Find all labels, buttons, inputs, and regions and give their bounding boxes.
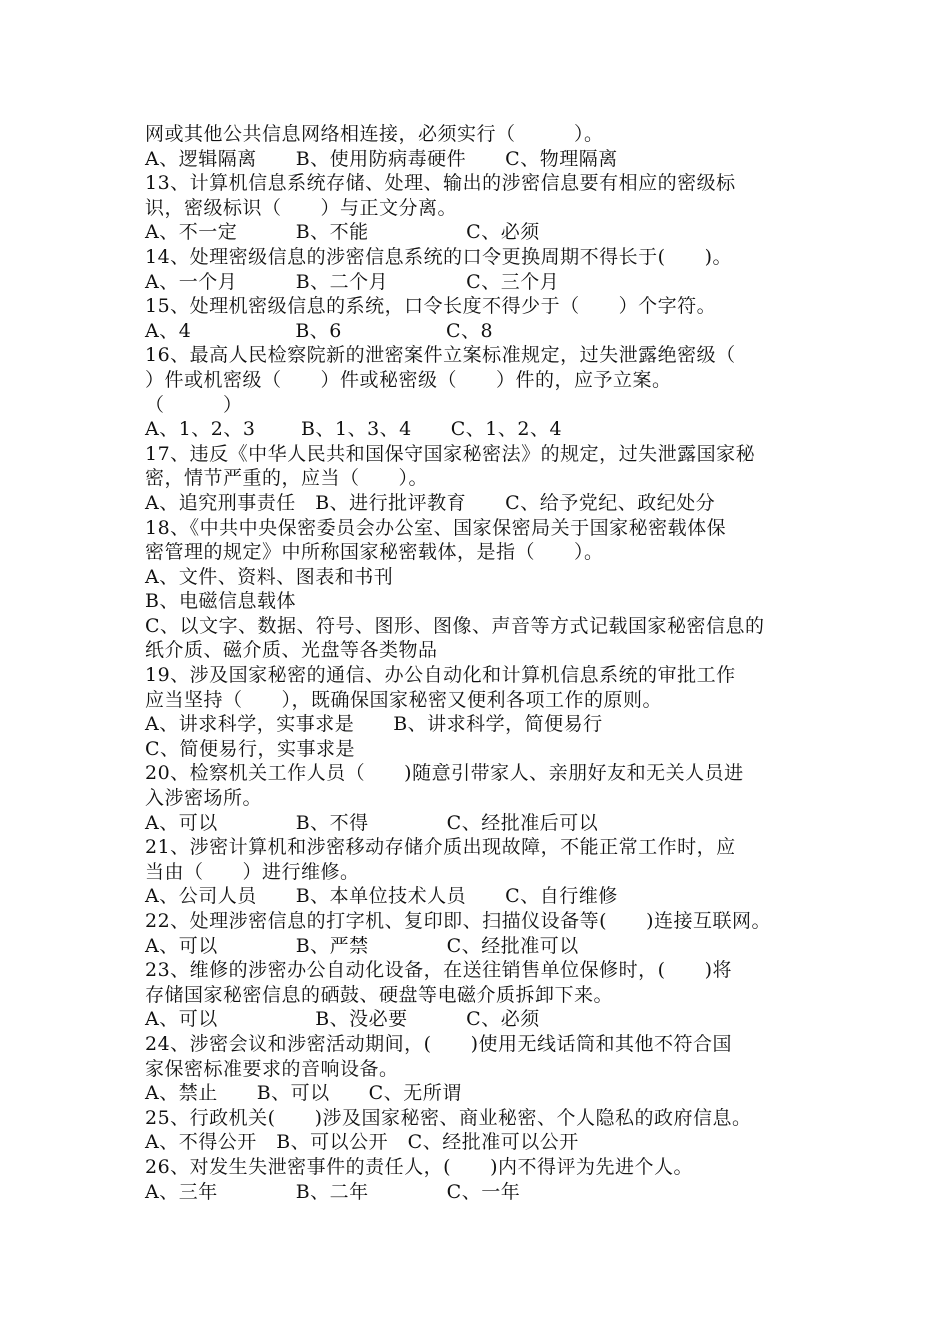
text-line: A、公司人员 B、本单位技术人员 C、自行维修 [145, 885, 618, 908]
document-page [145, 122, 825, 1204]
text-line: 21、涉密计算机和涉密移动存储介质出现故障，不能正常工作时，应 [145, 836, 736, 859]
text-line: 应当坚持（ ），既确保国家秘密又便利各项工作的原则。 [145, 688, 663, 711]
text-line: A、可以 B、没必要 C、必须 [145, 1008, 540, 1031]
text-line: 15、处理机密级信息的系统，口令长度不得少于（ ）个字符。 [145, 295, 717, 318]
text-line: A、文件、资料、图表和书刊 [145, 565, 394, 588]
text-line: A、一个月 B、二个月 C、三个月 [145, 270, 560, 293]
text-line: ）件或机密级（ ）件或秘密级（ ）件的，应予立案。 [145, 368, 672, 391]
text-line: 存储国家秘密信息的硒鼓、硬盘等电磁介质拆卸下来。 [145, 983, 614, 1006]
text-line: A、讲求科学，实事求是 B、讲求科学，简便易行 [145, 713, 603, 736]
text-line: A、可以 B、严禁 C、经批准可以 [145, 934, 579, 957]
text-line: 18、《中共中央保密委员会办公室、国家保密局关于国家秘密载体保 [145, 516, 727, 539]
text-line: 识，密级标识（ ）与正文分离。 [145, 196, 458, 219]
text-line: A、不一定 B、不能 C、必须 [145, 221, 540, 244]
text-line: 密管理的规定》中所称国家秘密载体，是指（ ）。 [145, 541, 604, 564]
text-line: A、禁止 B、可以 C、无所谓 [145, 1082, 462, 1105]
text-line: A、追究刑事责任 B、进行批评教育 C、给予党纪、政纪处分 [145, 491, 716, 514]
text-line: A、可以 B、不得 C、经批准后可以 [145, 811, 599, 834]
text-line: A、三年 B、二年 C、一年 [145, 1180, 521, 1203]
text-line: 13、计算机信息系统存储、处理、输出的涉密信息要有相应的密级标 [145, 172, 736, 195]
text-line: C、简便易行，实事求是 [145, 737, 356, 760]
text-line: 当由（ ）进行维修。 [145, 860, 360, 883]
text-line: 26、对发生失泄密事件的责任人，( )内不得评为先进个人。 [145, 1155, 694, 1178]
text-line: 纸介质、磁介质、光盘等各类物品 [145, 639, 438, 662]
text-line: A、逻辑隔离 B、使用防病毒硬件 C、物理隔离 [145, 147, 618, 170]
text-line: 入涉密场所。 [145, 787, 263, 810]
text-line: A、不得公开 B、可以公开 C、经批准可以公开 [145, 1131, 579, 1154]
text-line: 14、处理密级信息的涉密信息系统的口令更换周期不得长于( )。 [145, 245, 733, 268]
text-line: C、以文字、数据、符号、图形、图像、声音等方式记载国家秘密信息的 [145, 614, 765, 637]
text-line: 19、涉及国家秘密的通信、办公自动化和计算机信息系统的审批工作 [145, 664, 736, 687]
text-line: 密，情节严重的，应当（ ）。 [145, 467, 429, 490]
text-line: 25、行政机关( )涉及国家秘密、商业秘密、个人隐私的政府信息。 [145, 1106, 752, 1129]
text-line: 网或其他公共信息网络相连接，必须实行（ ）。 [145, 123, 604, 145]
text-line: 17、违反《中华人民共和国保守国家秘密法》的规定，过失泄露国家秘 [145, 442, 756, 465]
text-line: B、电磁信息载体 [145, 590, 296, 613]
text-line: 家保密标准要求的音响设备。 [145, 1057, 399, 1080]
text-line: 22、处理涉密信息的打字机、复印即、扫描仪设备等( )连接互联网。 [145, 910, 772, 932]
text-line: 20、检察机关工作人员（ )随意引带家人、亲朋好友和无关人员进 [145, 762, 744, 785]
text-line: A、4 B、6 C、8 [145, 319, 494, 342]
text-line: 23、维修的涉密办公自动化设备，在送往销售单位保修时，( )将 [145, 959, 733, 982]
text-line: 24、涉密会议和涉密活动期间，( )使用无线话筒和其他不符合国 [145, 1032, 733, 1055]
text-line: （ ） [145, 393, 243, 416]
text-line: A、1、2、3 B、1、3、4 C、1、2、4 [145, 418, 563, 441]
text-line: 16、最高人民检察院新的泄密案件立案标准规定，过失泄露绝密级（ [145, 344, 736, 367]
